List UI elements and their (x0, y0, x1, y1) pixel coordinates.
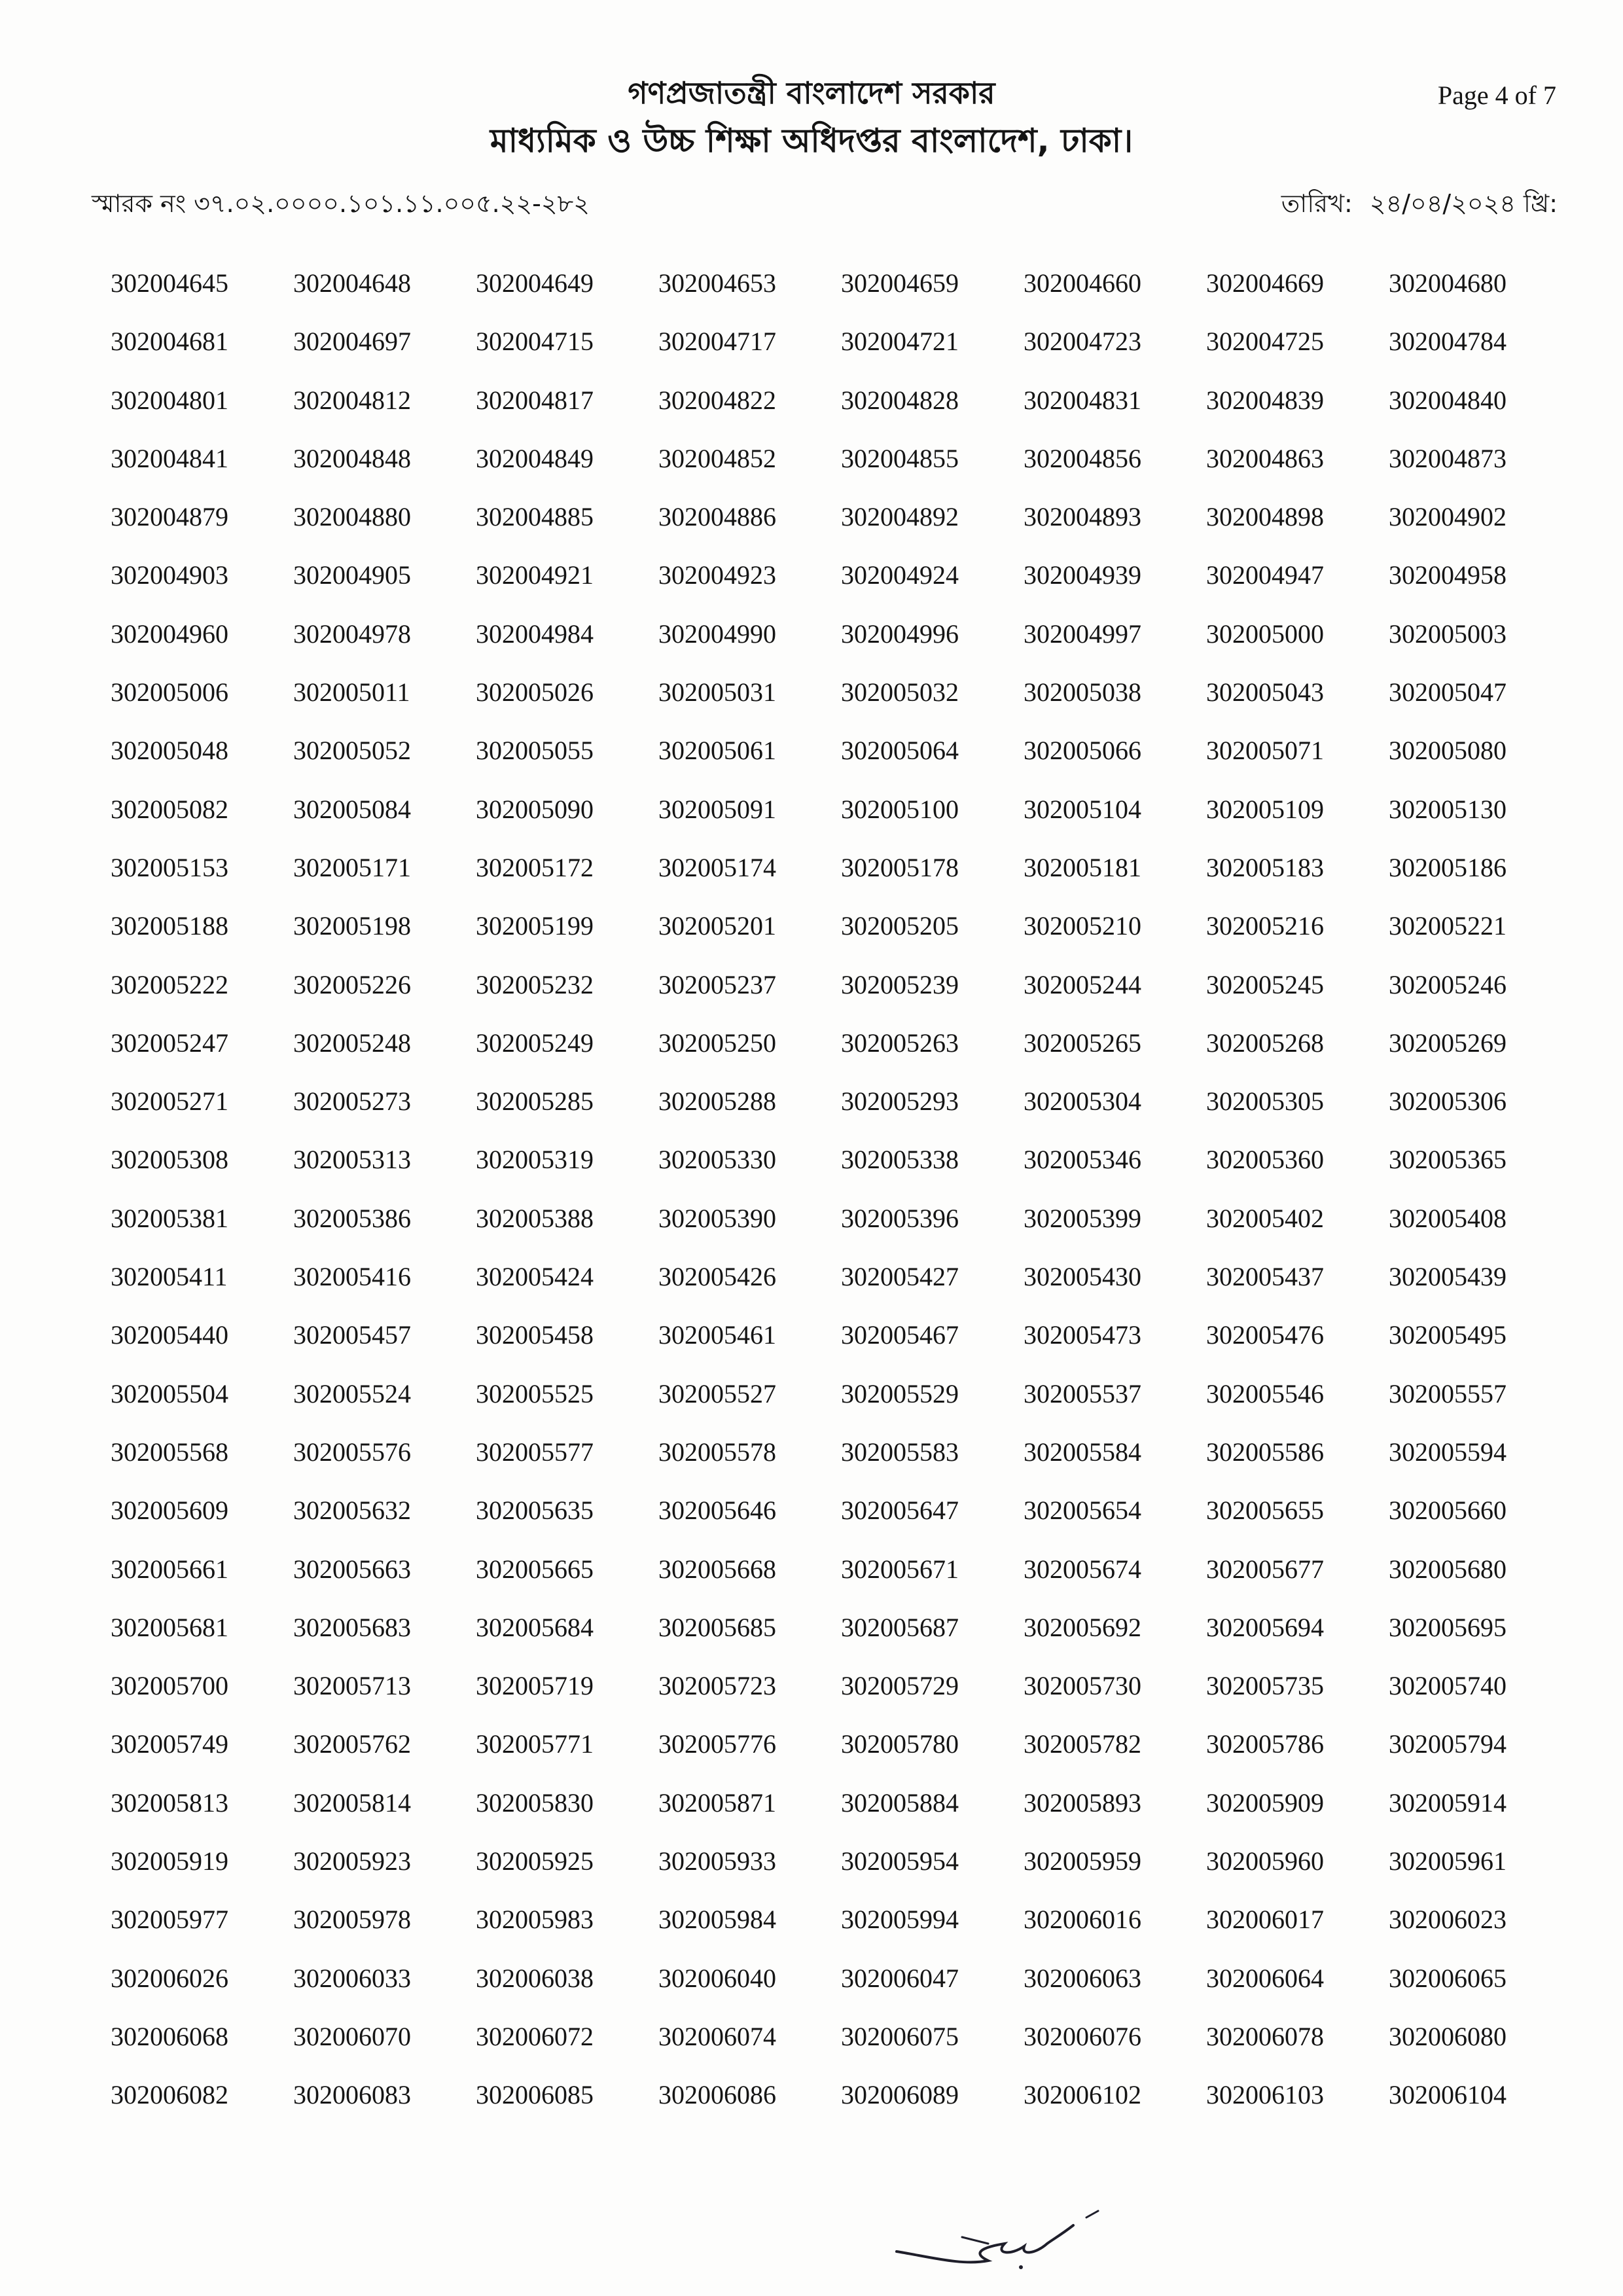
roll-number-cell: 302006070 (293, 2021, 411, 2051)
roll-number-cell: 302005576 (293, 1437, 411, 1467)
roll-number-cell: 302005884 (841, 1787, 959, 1818)
roll-number-cell: 302005153 (111, 852, 228, 882)
roll-number-cell: 302005424 (476, 1262, 594, 1292)
roll-number-cell: 302006033 (293, 1963, 411, 1993)
roll-number-cell: 302004879 (111, 502, 228, 532)
roll-number-cell: 302004923 (658, 560, 776, 590)
roll-number-cell: 302005782 (1024, 1729, 1141, 1759)
roll-number-cell: 302005977 (111, 1905, 228, 1935)
roll-number-cell: 302005171 (293, 852, 411, 882)
roll-number-cell: 302005546 (1206, 1378, 1324, 1408)
directorate-title: মাধ্যমিক ও উচ্চ শিক্ষা অধিদপ্তর বাংলাদেশ, ঢাকা। (490, 122, 1133, 160)
roll-number-cell: 302005646 (658, 1496, 776, 1526)
roll-number-cell: 302005104 (1024, 794, 1141, 824)
roll-number-cell: 302005583 (841, 1437, 959, 1467)
roll-number-cell: 302005411 (111, 1262, 228, 1292)
roll-number-cell: 302004725 (1206, 327, 1324, 357)
roll-number-cell: 302004852 (658, 443, 776, 473)
roll-number-cell: 302004723 (1024, 327, 1141, 357)
roll-number-cell: 302004839 (1206, 385, 1324, 415)
roll-number-cell: 302005269 (1389, 1028, 1507, 1058)
roll-number-cell: 302004880 (293, 502, 411, 532)
roll-number-cell: 302005402 (1206, 1203, 1324, 1233)
roll-number-cell: 302006026 (111, 1963, 228, 1993)
roll-number-cell: 302005271 (111, 1086, 228, 1117)
roll-number-cell: 302005248 (293, 1028, 411, 1058)
roll-number-cell: 302005064 (841, 736, 959, 766)
roll-number-cell: 302005687 (841, 1612, 959, 1642)
roll-number-cell: 302005919 (111, 1846, 228, 1876)
roll-number-cell: 302005933 (658, 1846, 776, 1876)
roll-number-cell: 302005461 (658, 1320, 776, 1350)
roll-number-cell: 302005661 (111, 1554, 228, 1584)
roll-number-cell: 302005663 (293, 1554, 411, 1584)
roll-number-cell: 302005080 (1389, 736, 1507, 766)
roll-number-cell: 302004681 (111, 327, 228, 357)
roll-number-cell: 302005032 (841, 677, 959, 708)
roll-number-cell: 302005440 (111, 1320, 228, 1350)
roll-number-cell: 302005680 (1389, 1554, 1507, 1584)
roll-number-cell: 302004715 (476, 327, 594, 357)
roll-number-cell: 302005250 (658, 1028, 776, 1058)
roll-number-cell: 302004855 (841, 443, 959, 473)
roll-number-cell: 302004784 (1389, 327, 1507, 357)
roll-number-cell: 302004905 (293, 560, 411, 590)
roll-number-cell: 302004885 (476, 502, 594, 532)
roll-number-cell: 302005437 (1206, 1262, 1324, 1292)
roll-number-cell: 302005396 (841, 1203, 959, 1233)
roll-number-cell: 302006089 (841, 2080, 959, 2110)
roll-number-cell: 302005723 (658, 1671, 776, 1701)
roll-number-cell: 302005268 (1206, 1028, 1324, 1058)
roll-number-cell: 302005416 (293, 1262, 411, 1292)
roll-number-cell: 302005319 (476, 1145, 594, 1175)
roll-number-cell: 302005700 (111, 1671, 228, 1701)
roll-number-cell: 302004947 (1206, 560, 1324, 590)
roll-number-cell: 302005786 (1206, 1729, 1324, 1759)
roll-number-cell: 302004902 (1389, 502, 1507, 532)
roll-number-cell: 302005959 (1024, 1846, 1141, 1876)
roll-number-cell: 302004984 (476, 619, 594, 649)
roll-number-cell: 302005504 (111, 1378, 228, 1408)
roll-number-cell: 302005178 (841, 852, 959, 882)
roll-number-cell: 302005685 (658, 1612, 776, 1642)
roll-number-cell: 302005655 (1206, 1496, 1324, 1526)
roll-number-cell: 302005360 (1206, 1145, 1324, 1175)
memo-number: ৩৭.০২.০০০০.১০১.১১.০০৫.২২-২৮২ (194, 189, 590, 218)
roll-number-cell: 302005677 (1206, 1554, 1324, 1584)
roll-number-cell: 302005408 (1389, 1203, 1507, 1233)
roll-number-cell: 302005285 (476, 1086, 594, 1117)
roll-number-cell: 302005186 (1389, 852, 1507, 882)
roll-number-cell: 302005729 (841, 1671, 959, 1701)
roll-number-cell: 302005457 (293, 1320, 411, 1350)
roll-number-cell: 302005313 (293, 1145, 411, 1175)
roll-number-cell: 302005740 (1389, 1671, 1507, 1701)
roll-number-cell: 302004873 (1389, 443, 1507, 473)
roll-number-cell: 302005467 (841, 1320, 959, 1350)
roll-number-cell: 302005082 (111, 794, 228, 824)
roll-number-cell: 302004892 (841, 502, 959, 532)
roll-number-cell: 302004863 (1206, 443, 1324, 473)
roll-number-cell: 302005692 (1024, 1612, 1141, 1642)
roll-number-cell: 302005338 (841, 1145, 959, 1175)
roll-number-cell: 302005771 (476, 1729, 594, 1759)
roll-number-cell: 302006016 (1024, 1905, 1141, 1935)
roll-number-cell: 302004886 (658, 502, 776, 532)
roll-number-cell: 302005584 (1024, 1437, 1141, 1467)
roll-number-cell: 302006085 (476, 2080, 594, 2110)
date-label: তারিখ: (1281, 189, 1353, 218)
roll-number-cell: 302004849 (476, 443, 594, 473)
roll-number-cell: 302005527 (658, 1378, 776, 1408)
roll-number-cell: 302004997 (1024, 619, 1141, 649)
roll-number-cell: 302005427 (841, 1262, 959, 1292)
roll-number-cell: 302005245 (1206, 969, 1324, 999)
roll-number-cell: 302005216 (1206, 911, 1324, 941)
roll-number-cell: 302005381 (111, 1203, 228, 1233)
roll-number-cell: 302005172 (476, 852, 594, 882)
roll-number-cell: 302005273 (293, 1086, 411, 1117)
roll-number-cell: 302005749 (111, 1729, 228, 1759)
roll-number-cell: 302004717 (658, 327, 776, 357)
roll-number-cell: 302006074 (658, 2021, 776, 2051)
roll-number-cell: 302005632 (293, 1496, 411, 1526)
roll-number-cell: 302005305 (1206, 1086, 1324, 1117)
roll-number-cell: 302005557 (1389, 1378, 1507, 1408)
roll-number-cell: 302005893 (1024, 1787, 1141, 1818)
roll-number-cell: 302004939 (1024, 560, 1141, 590)
roll-number-cell: 302005174 (658, 852, 776, 882)
roll-number-cell: 302004659 (841, 268, 959, 298)
roll-number-cell: 302005668 (658, 1554, 776, 1584)
roll-number-cell: 302005476 (1206, 1320, 1324, 1350)
roll-number-cell: 302005674 (1024, 1554, 1141, 1584)
roll-number-cell: 302005346 (1024, 1145, 1141, 1175)
roll-number-cell: 302005426 (658, 1262, 776, 1292)
roll-number-cell: 302006047 (841, 1963, 959, 1993)
roll-number-cell: 302004812 (293, 385, 411, 415)
memo-label: স্মারক নং (92, 189, 187, 218)
roll-number-cell: 302005130 (1389, 794, 1507, 824)
roll-number-cell: 302005304 (1024, 1086, 1141, 1117)
roll-number-cell: 302005308 (111, 1145, 228, 1175)
roll-number-cell: 302004817 (476, 385, 594, 415)
roll-number-cell: 302005000 (1206, 619, 1324, 649)
roll-number-cell: 302005654 (1024, 1496, 1141, 1526)
roll-number-cell: 302005031 (658, 677, 776, 708)
roll-number-cell: 302004721 (841, 327, 959, 357)
government-title: গণপ্রজাতন্ত্রী বাংলাদেশ সরকার (628, 75, 995, 111)
roll-number-cell: 302004978 (293, 619, 411, 649)
roll-number-cell: 302005011 (293, 677, 410, 708)
roll-number-cell: 302005390 (658, 1203, 776, 1233)
roll-number-cell: 302005647 (841, 1496, 959, 1526)
roll-number-cell: 302005925 (476, 1846, 594, 1876)
roll-number-cell: 302005306 (1389, 1086, 1507, 1117)
roll-number-cell: 302005909 (1206, 1787, 1324, 1818)
roll-number-cell: 302005983 (476, 1905, 594, 1935)
roll-number-cell: 302004996 (841, 619, 959, 649)
roll-number-cell: 302005537 (1024, 1378, 1141, 1408)
roll-number-cell: 302005293 (841, 1086, 959, 1117)
roll-number-cell: 302004990 (658, 619, 776, 649)
roll-number-cell: 302005026 (476, 677, 594, 708)
roll-number-cell: 302005226 (293, 969, 411, 999)
roll-number-cell: 302005210 (1024, 911, 1141, 941)
roll-number-cell: 302005994 (841, 1905, 959, 1935)
roll-number-cell: 302005239 (841, 969, 959, 999)
roll-number-cell: 302005205 (841, 911, 959, 941)
roll-number-cell: 302005961 (1389, 1846, 1507, 1876)
roll-number-cell: 302005525 (476, 1378, 594, 1408)
roll-number-cell: 302005978 (293, 1905, 411, 1935)
roll-number-cell: 302004645 (111, 268, 228, 298)
roll-number-cell: 302004856 (1024, 443, 1141, 473)
roll-number-cell: 302005495 (1389, 1320, 1507, 1350)
date-value: ২৪/০৪/২০২৪ খ্রি: (1369, 189, 1558, 218)
roll-number-cell: 302005814 (293, 1787, 411, 1818)
roll-number-cell: 302005695 (1389, 1612, 1507, 1642)
signature-mark (890, 2206, 1099, 2278)
roll-number-cell: 302006078 (1206, 2021, 1324, 2051)
roll-number-cell: 302005568 (111, 1437, 228, 1467)
roll-number-cell: 302005222 (111, 969, 228, 999)
roll-number-cell: 302004649 (476, 268, 594, 298)
roll-number-cell: 302006083 (293, 2080, 411, 2110)
roll-number-cell: 302005330 (658, 1145, 776, 1175)
document-date (1281, 185, 1558, 226)
roll-number-cell: 302005813 (111, 1787, 228, 1818)
roll-number-cell: 302004801 (111, 385, 228, 415)
roll-number-cell: 302005830 (476, 1787, 594, 1818)
roll-number-cell: 302005684 (476, 1612, 594, 1642)
roll-number-cell: 302005055 (476, 736, 594, 766)
roll-number-cell: 302005047 (1389, 677, 1507, 708)
roll-number-cell: 302005776 (658, 1729, 776, 1759)
roll-number-cell: 302005066 (1024, 736, 1141, 766)
roll-number-cell: 302005365 (1389, 1145, 1507, 1175)
roll-number-cell: 302006072 (476, 2021, 594, 2051)
roll-number-cell: 302005594 (1389, 1437, 1507, 1467)
roll-number-cell: 302005237 (658, 969, 776, 999)
roll-number-cell: 302005665 (476, 1554, 594, 1584)
roll-number-cell: 302005247 (111, 1028, 228, 1058)
roll-number-cell: 302005183 (1206, 852, 1324, 882)
roll-number-cell: 302005681 (111, 1612, 228, 1642)
roll-number-cell: 302004848 (293, 443, 411, 473)
roll-number-cell: 302005052 (293, 736, 411, 766)
roll-number-cell: 302005263 (841, 1028, 959, 1058)
roll-number-cell: 302005984 (658, 1905, 776, 1935)
roll-number-cell: 302005265 (1024, 1028, 1141, 1058)
roll-number-cell: 302006023 (1389, 1905, 1507, 1935)
roll-number-table (111, 260, 1571, 2131)
roll-number-cell: 302005780 (841, 1729, 959, 1759)
roll-number-cell: 302005430 (1024, 1262, 1141, 1292)
page-number: Page 4 of 7 (1437, 81, 1556, 110)
roll-number-cell: 302006038 (476, 1963, 594, 1993)
roll-number-cell: 302004903 (111, 560, 228, 590)
roll-number-cell: 302005694 (1206, 1612, 1324, 1642)
roll-number-cell: 302005577 (476, 1437, 594, 1467)
roll-number-cell: 302005578 (658, 1437, 776, 1467)
roll-number-cell: 302005091 (658, 794, 776, 824)
roll-number-cell: 302004893 (1024, 502, 1141, 532)
roll-number-cell: 302006065 (1389, 1963, 1507, 1993)
roll-number-cell: 302005923 (293, 1846, 411, 1876)
roll-number-cell: 302005249 (476, 1028, 594, 1058)
roll-number-cell: 302004660 (1024, 268, 1141, 298)
roll-number-cell: 302006076 (1024, 2021, 1141, 2051)
roll-number-cell: 302005048 (111, 736, 228, 766)
roll-number-cell: 302004921 (476, 560, 594, 590)
roll-number-cell: 302005006 (111, 677, 228, 708)
roll-number-cell: 302005090 (476, 794, 594, 824)
roll-number-cell: 302005960 (1206, 1846, 1324, 1876)
roll-number-cell: 302005524 (293, 1378, 411, 1408)
roll-number-cell: 302005660 (1389, 1496, 1507, 1526)
roll-number-cell: 302006086 (658, 2080, 776, 2110)
roll-number-cell: 302004822 (658, 385, 776, 415)
roll-number-cell: 302004697 (293, 327, 411, 357)
roll-number-cell: 302004958 (1389, 560, 1507, 590)
roll-number-cell: 302006063 (1024, 1963, 1141, 1993)
roll-number-cell: 302005038 (1024, 677, 1141, 708)
roll-number-cell: 302005244 (1024, 969, 1141, 999)
roll-number-cell: 302005003 (1389, 619, 1507, 649)
roll-number-cell: 302005386 (293, 1203, 411, 1233)
roll-number-cell: 302004960 (111, 619, 228, 649)
roll-number-cell: 302005288 (658, 1086, 776, 1117)
roll-number-cell: 302005954 (841, 1846, 959, 1876)
roll-number-cell: 302005529 (841, 1378, 959, 1408)
roll-number-cell: 302005719 (476, 1671, 594, 1701)
roll-number-cell: 302005399 (1024, 1203, 1141, 1233)
roll-number-cell: 302006104 (1389, 2080, 1507, 2110)
roll-number-cell: 302005635 (476, 1496, 594, 1526)
roll-number-cell: 302005221 (1389, 911, 1507, 941)
roll-number-cell: 302005871 (658, 1787, 776, 1818)
roll-number-cell: 302005232 (476, 969, 594, 999)
roll-number-cell: 302006082 (111, 2080, 228, 2110)
roll-number-cell: 302005458 (476, 1320, 594, 1350)
roll-number-cell: 302005201 (658, 911, 776, 941)
roll-number-cell: 302006103 (1206, 2080, 1324, 2110)
roll-number-cell: 302005246 (1389, 969, 1507, 999)
roll-number-cell: 302004680 (1389, 268, 1507, 298)
roll-number-cell: 302004828 (841, 385, 959, 415)
roll-number-cell: 302006075 (841, 2021, 959, 2051)
roll-number-cell: 302005473 (1024, 1320, 1141, 1350)
roll-number-cell: 302005061 (658, 736, 776, 766)
roll-number-cell: 302006102 (1024, 2080, 1141, 2110)
roll-number-cell: 302005100 (841, 794, 959, 824)
roll-number-cell: 302005199 (476, 911, 594, 941)
roll-number-cell: 302005043 (1206, 677, 1324, 708)
roll-number-cell: 302005084 (293, 794, 411, 824)
roll-number-cell: 302006080 (1389, 2021, 1507, 2051)
roll-number-cell: 302004840 (1389, 385, 1507, 415)
roll-number-cell: 302005683 (293, 1612, 411, 1642)
roll-number-cell: 302005735 (1206, 1671, 1324, 1701)
roll-number-cell: 302005586 (1206, 1437, 1324, 1467)
memo-reference (92, 185, 590, 226)
roll-number-cell: 302006017 (1206, 1905, 1324, 1935)
roll-number-cell: 302005794 (1389, 1729, 1507, 1759)
roll-number-cell: 302005198 (293, 911, 411, 941)
roll-number-cell: 302004924 (841, 560, 959, 590)
roll-number-cell: 302005188 (111, 911, 228, 941)
roll-number-cell: 302005713 (293, 1671, 411, 1701)
roll-number-cell: 302005388 (476, 1203, 594, 1233)
roll-number-cell: 302004669 (1206, 268, 1324, 298)
roll-number-cell: 302005071 (1206, 736, 1324, 766)
roll-number-cell: 302005762 (293, 1729, 411, 1759)
roll-number-cell: 302004841 (111, 443, 228, 473)
roll-number-cell: 302005439 (1389, 1262, 1507, 1292)
roll-number-cell: 302005181 (1024, 852, 1141, 882)
roll-number-cell: 302006040 (658, 1963, 776, 1993)
roll-number-cell: 302006068 (111, 2021, 228, 2051)
roll-number-cell: 302005609 (111, 1496, 228, 1526)
roll-number-cell: 302005914 (1389, 1787, 1507, 1818)
roll-number-cell: 302006064 (1206, 1963, 1324, 1993)
roll-number-cell: 302004653 (658, 268, 776, 298)
roll-number-cell: 302005109 (1206, 794, 1324, 824)
roll-number-cell: 302005671 (841, 1554, 959, 1584)
roll-number-cell: 302004898 (1206, 502, 1324, 532)
roll-number-cell: 302004648 (293, 268, 411, 298)
roll-number-cell: 302005730 (1024, 1671, 1141, 1701)
roll-number-cell: 302004831 (1024, 385, 1141, 415)
